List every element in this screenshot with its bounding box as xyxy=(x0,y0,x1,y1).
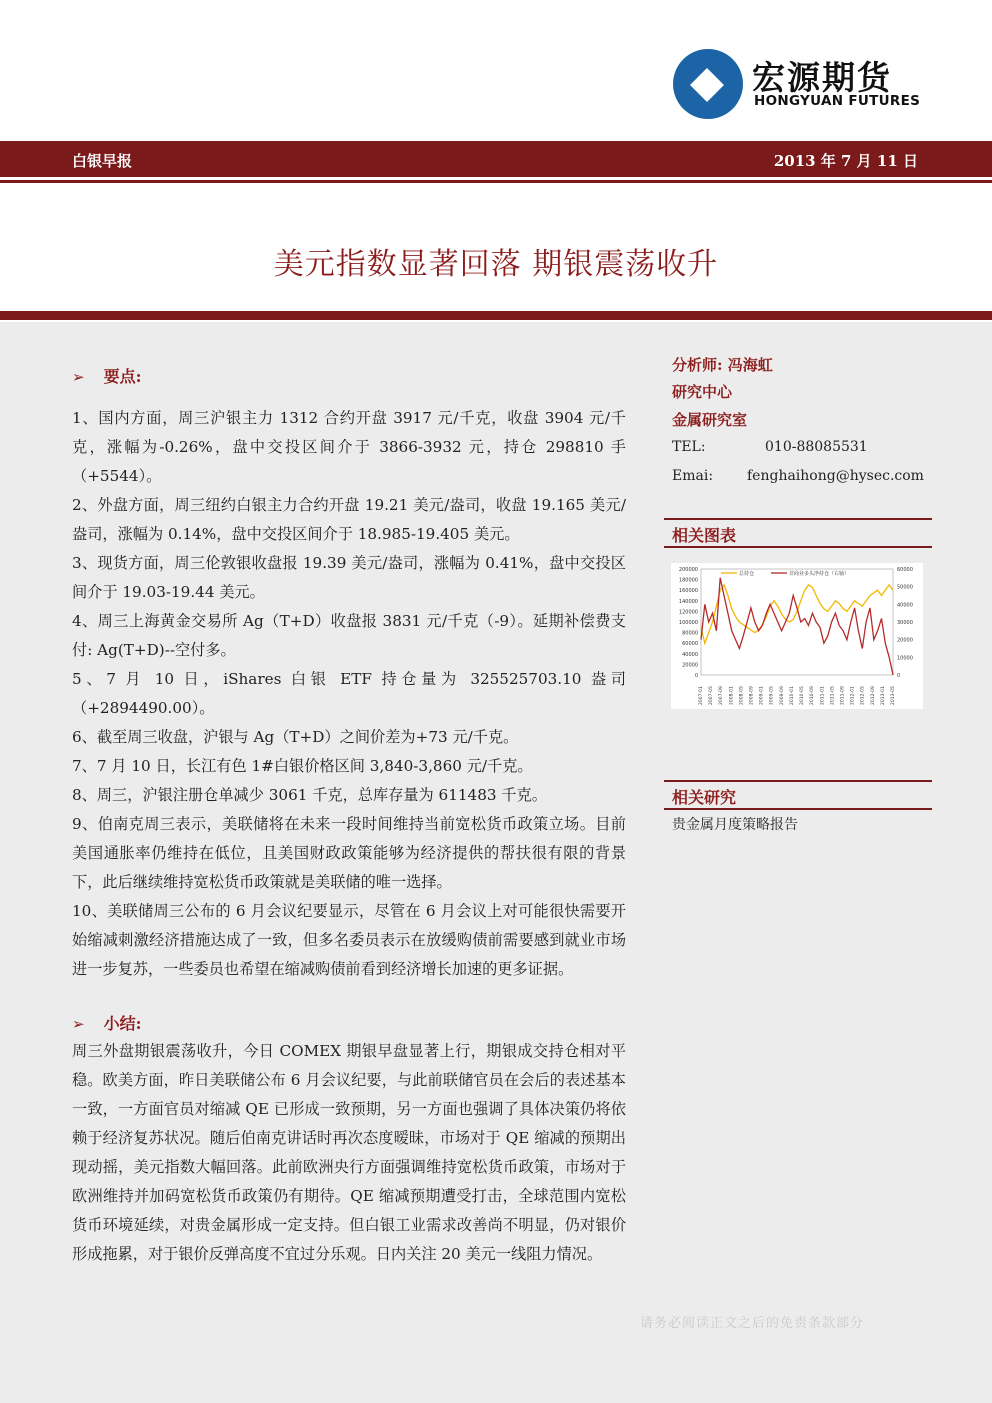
y-left-tick-label: 200000 xyxy=(678,567,698,573)
y-left-tick-label: 140000 xyxy=(678,598,698,605)
email-link[interactable]: fenghaihong@hysec.com xyxy=(747,468,924,484)
email-label: Emai: xyxy=(672,468,714,484)
page-title: 美元指数显著回落 期银震荡收升 xyxy=(273,247,719,282)
sidebar-divider xyxy=(664,518,932,520)
key-point: 7、7 月 10 日，长江有色 1#白银价格区间 3,840-3,860 元/千克。 xyxy=(72,757,533,775)
report-date: 2013 年 7 月 11 日 xyxy=(773,152,918,170)
x-tick-label: 2013-01 xyxy=(880,686,886,705)
key-point: 4、周三上海黄金交易所 Ag（T+D）收盘报 3831 元/千克（-9）。延期补偿费支付: Ag(T+D)--空付多。 xyxy=(72,612,626,659)
logo-text-cn: 宏源期货 xyxy=(752,58,892,97)
tel-value: 010-88085531 xyxy=(765,439,868,455)
x-tick-label: 2012-05 xyxy=(860,686,866,705)
x-tick-label: 2009-01 xyxy=(759,686,765,705)
x-tick-label: 2012-01 xyxy=(850,686,856,705)
y-left-tick-label: 120000 xyxy=(678,609,698,616)
y-left-tick-label: 20000 xyxy=(682,662,698,669)
legend-label: 非商业多头净持仓（右轴） xyxy=(789,571,850,577)
research-item-link[interactable]: 贵金属月度策略报告 xyxy=(672,817,798,833)
y-left-tick-label: 160000 xyxy=(678,588,698,595)
sidebar-divider xyxy=(664,546,932,548)
logo-text-en: HONGYUAN FUTURES xyxy=(754,93,921,109)
y-right-tick-label: 40000 xyxy=(897,602,913,609)
title-divider xyxy=(0,311,992,320)
x-tick-label: 2010-01 xyxy=(789,686,795,705)
key-point: 8、周三，沪银注册仓单减少 3061 千克，总库存量为 611483 千克。 xyxy=(72,786,547,804)
summary-text: 周三外盘期银震荡收升，今日 COMEX 期银早盘显著上行，期银成交持仓相对平稳。欧美方面，昨日美联储公布 6 月会议纪要，与此前联储官员在会后的表述基本一致，一方面官员对缩减 QE 已形成一致预期，另一方面也强调了具体决策仍将依赖于经济复苏状况。随后伯南克讲话时再次态度暧昧，市场对于 QE 缩减的预期出现动摇，美元指数大幅回落。此前欧洲央行方面强调维持宽松货币政策，市场对于欧洲维持并加码宽松货币政策仍有期待。QE 缩减预期遭受打击，全球范围内宽松货币环境延续，对贵金属形成一定支持。但白银工业需求改善尚不明显，仍对银价形成拖累，对于银价反弹高度不宜过分乐观。日内关注 20 美元一线阻力情况。 xyxy=(72,1042,626,1263)
y-left-tick-label: 180000 xyxy=(678,577,698,584)
y-right-tick-label: 0 xyxy=(897,673,901,679)
y-left-tick-label: 100000 xyxy=(678,620,698,626)
key-point: 3、现货方面，周三伦敦银收盘报 19.39 美元/盎司，涨幅为 0.41%，盘中交投区间介于 19.03-19.44 美元。 xyxy=(72,554,626,601)
key-point: 5、7 月 10 日，iShares 白银 ETF 持仓量为 325525703.10 盎司（+2894490.00）。 xyxy=(72,670,626,717)
x-tick-label: 2008-09 xyxy=(749,686,755,705)
sub-department: 金属研究室 xyxy=(672,411,748,429)
key-point: 2、外盘方面，周三纽约白银主力合约开盘 19.21 美元/盎司，收盘 19.165 美元/盎司，涨幅为 0.14%，盘中交投区间介于 18.985-19.405 美元。 xyxy=(72,496,626,543)
y-right-tick-label: 20000 xyxy=(897,637,913,644)
header-divider xyxy=(0,180,992,183)
x-tick-label: 2011-05 xyxy=(830,686,836,705)
analyst-name: 分析师: 冯海虹 xyxy=(672,356,773,374)
key-points-list xyxy=(72,404,626,984)
y-left-tick-label: 40000 xyxy=(682,651,698,658)
key-point: 1、国内方面，周三沪银主力 1312 合约开盘 3917 元/千克，收盘 3904 元/千克，涨幅为-0.26%，盘中交投区间介于 3866-3932 元，持仓 298810 手（+5544）。 xyxy=(72,409,626,485)
department: 研究中心 xyxy=(672,383,733,401)
chart-container xyxy=(671,563,923,709)
key-point: 10、美联储周三公布的 6 月会议纪要显示，尽管在 6 月会议上对可能很快需要开始缩减刺激经济措施达成了一致，但多名委员表示在放缓购债前需要感到就业市场进一步复苏，一些委员也希望在缩减购债前看到经济增长加速的更多证据。 xyxy=(72,902,626,978)
x-tick-label: 2007-05 xyxy=(709,686,715,705)
summary-header xyxy=(72,1011,142,1034)
y-left-tick-label: 0 xyxy=(694,673,698,679)
x-tick-label: 2011-09 xyxy=(840,686,846,705)
key-points-heading: 要点: xyxy=(103,367,142,386)
x-tick-label: 2009-05 xyxy=(769,686,775,705)
legend-label: 总持仓 xyxy=(739,571,755,577)
sidebar-divider xyxy=(664,780,932,782)
x-tick-label: 2013-05 xyxy=(891,686,896,705)
y-left-tick-label: 80000 xyxy=(682,630,698,637)
y-right-tick-label: 60000 xyxy=(897,567,913,573)
charts-heading: 相关图表 xyxy=(672,526,737,545)
x-tick-label: 2009-09 xyxy=(779,686,785,705)
sidebar-divider xyxy=(664,808,932,810)
key-points-header xyxy=(72,364,142,387)
x-tick-label: 2012-09 xyxy=(870,686,876,705)
y-left-tick-label: 60000 xyxy=(682,641,698,648)
y-right-tick-label: 50000 xyxy=(897,584,913,591)
arrow-bullet-icon: ➢ xyxy=(72,1015,85,1033)
x-tick-label: 2008-05 xyxy=(739,686,745,705)
research-heading: 相关研究 xyxy=(672,788,737,807)
key-point: 9、伯南克周三表示，美联储将在未来一段时间维持当前宽松货币政策立场。目前美国通胀率仍维持在低位，且美国财政政策能够为经济提供的帮扶很有限的背景下，此后继续维持宽松货币政策就是美联储的唯一选择。 xyxy=(72,815,626,891)
report-type: 白银早报 xyxy=(72,152,133,170)
x-tick-label: 2010-09 xyxy=(810,686,816,705)
key-point: 6、截至周三收盘，沪银与 Ag（T+D）之间价差为+73 元/千克。 xyxy=(72,728,519,746)
position-chart xyxy=(671,563,923,709)
x-tick-label: 2007-09 xyxy=(719,686,725,705)
y-right-tick-label: 10000 xyxy=(897,655,913,662)
summary-heading: 小结: xyxy=(103,1014,142,1033)
x-tick-label: 2011-01 xyxy=(820,686,826,705)
x-tick-label: 2007-01 xyxy=(699,686,704,705)
arrow-bullet-icon: ➢ xyxy=(72,368,85,386)
x-tick-label: 2008-01 xyxy=(729,686,735,705)
y-right-tick-label: 30000 xyxy=(897,620,913,626)
x-tick-label: 2010-05 xyxy=(800,686,806,705)
disclaimer-note: 请务必阅读正文之后的免责条款部分 xyxy=(640,1316,865,1331)
tel-label: TEL: xyxy=(672,439,706,455)
series-line xyxy=(701,578,893,675)
